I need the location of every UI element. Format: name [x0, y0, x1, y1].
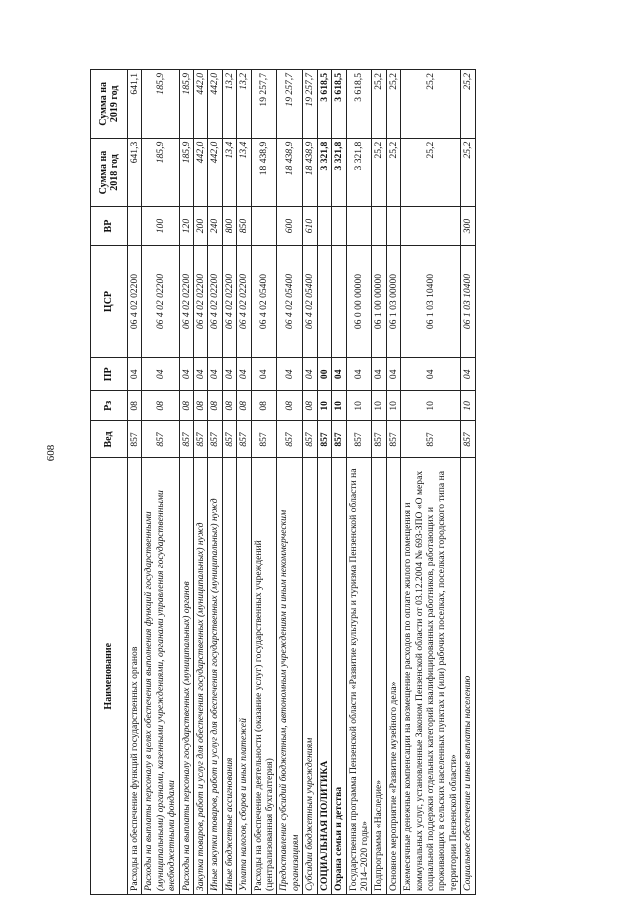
cell-rz: 08 — [237, 391, 251, 421]
table-row — [401, 70, 461, 895]
cell-name: Расходы на выплаты персоналу в целях обеспечения выполнения функций государственными (муниципальными) органами, казенными учреждениями, органами управления государственными внебюджетными фондами — [142, 458, 179, 895]
cell-csr: 06 1 03 10400 — [461, 245, 475, 358]
cell-vr — [386, 207, 400, 245]
table-body — [128, 70, 476, 895]
cell-pr: 04 — [208, 358, 222, 391]
cell-vr: 200 — [194, 207, 208, 245]
cell-vr — [401, 207, 461, 245]
cell-sum-2018: 18 438,9 — [277, 138, 303, 207]
cell-sum-2019: 19 257,7 — [251, 70, 277, 139]
cell-ved: 857 — [142, 421, 179, 458]
table-row — [179, 70, 193, 895]
cell-pr: 04 — [303, 358, 317, 391]
cell-sum-2019: 3 618,5 — [332, 70, 346, 139]
col-header-rz: Рз — [91, 391, 128, 421]
rotated-table-container — [90, 69, 610, 895]
cell-pr: 04 — [179, 358, 193, 391]
col-header-ved: Вед — [91, 421, 128, 458]
cell-csr: 06 4 02 05400 — [251, 245, 277, 358]
cell-name: Уплата налогов, сборов и иных платежей — [237, 458, 251, 895]
cell-csr: 06 4 02 02200 — [128, 245, 142, 358]
cell-csr: 06 1 03 00000 — [386, 245, 400, 358]
cell-sum-2019: 13,2 — [237, 70, 251, 139]
page-number: 608 — [45, 444, 57, 462]
cell-sum-2018: 13,4 — [222, 138, 236, 207]
cell-ved: 857 — [317, 421, 331, 458]
cell-vr: 120 — [179, 207, 193, 245]
table-row — [461, 70, 475, 895]
cell-sum-2019: 25,2 — [401, 70, 461, 139]
cell-name: Охрана семьи и детства — [332, 458, 346, 895]
cell-csr — [332, 245, 346, 358]
cell-name: Закупка товаров, работ и услуг для обеспечения государственных (муниципальных) нужд — [194, 458, 208, 895]
cell-rz: 10 — [372, 391, 386, 421]
cell-sum-2018: 25,2 — [372, 138, 386, 207]
table-row — [332, 70, 346, 895]
cell-sum-2018: 3 321,8 — [332, 138, 346, 207]
cell-sum-2019: 185,9 — [142, 70, 179, 139]
cell-sum-2019: 19 257,7 — [277, 70, 303, 139]
cell-sum-2018: 185,9 — [179, 138, 193, 207]
cell-sum-2019: 442,0 — [194, 70, 208, 139]
cell-ved: 857 — [372, 421, 386, 458]
cell-vr: 850 — [237, 207, 251, 245]
cell-sum-2019: 3 618,5 — [317, 70, 331, 139]
budget-table — [90, 69, 476, 895]
cell-ved: 857 — [332, 421, 346, 458]
cell-ved: 857 — [128, 421, 142, 458]
cell-name: Основное мероприятие «Развитие музейного дела» — [386, 458, 400, 895]
cell-vr — [251, 207, 277, 245]
cell-csr: 06 4 02 02200 — [208, 245, 222, 358]
cell-sum-2018: 3 321,8 — [346, 138, 372, 207]
cell-pr: 00 — [317, 358, 331, 391]
cell-ved: 857 — [386, 421, 400, 458]
table-row — [372, 70, 386, 895]
cell-sum-2018: 3 321,8 — [317, 138, 331, 207]
cell-rz: 08 — [277, 391, 303, 421]
cell-pr: 04 — [346, 358, 372, 391]
cell-ved: 857 — [251, 421, 277, 458]
cell-name: Субсидии бюджетным учреждениям — [303, 458, 317, 895]
cell-rz: 08 — [142, 391, 179, 421]
cell-vr: 100 — [142, 207, 179, 245]
cell-csr: 06 4 02 02200 — [142, 245, 179, 358]
cell-pr: 04 — [372, 358, 386, 391]
cell-pr: 04 — [142, 358, 179, 391]
col-header-sum-2019: Сумма на 2019 год — [91, 70, 128, 139]
cell-name: Иные бюджетные ассигнования — [222, 458, 236, 895]
table-row — [317, 70, 331, 895]
cell-ved: 857 — [303, 421, 317, 458]
col-header-sum-2018: Сумма на 2018 год — [91, 138, 128, 207]
cell-sum-2018: 18 438,9 — [251, 138, 277, 207]
col-header-vr: ВР — [91, 207, 128, 245]
cell-name: Иные закупки товаров, работ и услуг для обеспечения государственных (муниципальных) нужд — [208, 458, 222, 895]
table-row — [222, 70, 236, 895]
cell-csr: 06 4 02 05400 — [277, 245, 303, 358]
cell-pr: 04 — [222, 358, 236, 391]
cell-ved: 857 — [208, 421, 222, 458]
cell-vr — [346, 207, 372, 245]
cell-name: Расходы на обеспечение функций государственных органов — [128, 458, 142, 895]
cell-csr: 06 4 02 02200 — [194, 245, 208, 358]
cell-sum-2019: 13,2 — [222, 70, 236, 139]
cell-sum-2019: 19 257,7 — [303, 70, 317, 139]
cell-vr: 300 — [461, 207, 475, 245]
cell-name: Социальное обеспечение и иные выплаты населению — [461, 458, 475, 895]
cell-sum-2019: 185,9 — [179, 70, 193, 139]
table-row — [194, 70, 208, 895]
cell-rz: 10 — [401, 391, 461, 421]
cell-name: Расходы на обеспечение деятельности (оказание услуг) государственных учреждений (централизованная бухгалтерия) — [251, 458, 277, 895]
cell-vr: 800 — [222, 207, 236, 245]
cell-sum-2019: 25,2 — [372, 70, 386, 139]
cell-sum-2018: 185,9 — [142, 138, 179, 207]
cell-csr: 06 1 00 00000 — [372, 245, 386, 358]
cell-rz: 08 — [179, 391, 193, 421]
cell-csr: 06 1 03 10400 — [401, 245, 461, 358]
table-row — [277, 70, 303, 895]
table-row — [128, 70, 142, 895]
cell-ved: 857 — [222, 421, 236, 458]
cell-vr: 600 — [277, 207, 303, 245]
cell-pr: 04 — [461, 358, 475, 391]
cell-pr: 04 — [332, 358, 346, 391]
table-row — [142, 70, 179, 895]
cell-rz: 10 — [461, 391, 475, 421]
cell-csr: 06 4 02 02200 — [222, 245, 236, 358]
cell-pr: 04 — [194, 358, 208, 391]
cell-pr: 04 — [277, 358, 303, 391]
cell-pr: 04 — [128, 358, 142, 391]
cell-vr — [128, 207, 142, 245]
cell-sum-2018: 18 438,9 — [303, 138, 317, 207]
cell-pr: 04 — [251, 358, 277, 391]
cell-sum-2018: 442,0 — [194, 138, 208, 207]
cell-ved: 857 — [277, 421, 303, 458]
cell-ved: 857 — [237, 421, 251, 458]
cell-name: Подпрограмма «Наследие» — [372, 458, 386, 895]
cell-rz: 08 — [128, 391, 142, 421]
cell-ved: 857 — [179, 421, 193, 458]
cell-vr — [372, 207, 386, 245]
cell-pr: 04 — [401, 358, 461, 391]
table-row — [346, 70, 372, 895]
header-row — [91, 70, 128, 895]
cell-name: Расходы на выплаты персоналу государственных (муниципальных) органов — [179, 458, 193, 895]
col-header-csr: ЦСР — [91, 245, 128, 358]
cell-csr: 06 4 02 02200 — [179, 245, 193, 358]
cell-vr — [332, 207, 346, 245]
cell-vr: 610 — [303, 207, 317, 245]
cell-ved: 857 — [461, 421, 475, 458]
cell-sum-2019: 442,0 — [208, 70, 222, 139]
cell-rz: 08 — [194, 391, 208, 421]
cell-csr — [317, 245, 331, 358]
cell-csr: 06 4 02 05400 — [303, 245, 317, 358]
col-header-name: Наименование — [91, 458, 128, 895]
cell-pr: 04 — [386, 358, 400, 391]
cell-sum-2018: 25,2 — [401, 138, 461, 207]
cell-sum-2018: 25,2 — [386, 138, 400, 207]
table-row — [208, 70, 222, 895]
cell-rz: 08 — [251, 391, 277, 421]
table-row — [303, 70, 317, 895]
cell-rz: 10 — [346, 391, 372, 421]
cell-sum-2019: 3 618,5 — [346, 70, 372, 139]
cell-name: Предоставление субсидий бюджетным, автономным учреждениям и иным некоммерческим организациям — [277, 458, 303, 895]
col-header-pr: ПР — [91, 358, 128, 391]
table-row — [251, 70, 277, 895]
cell-sum-2019: 25,2 — [386, 70, 400, 139]
cell-name: СОЦИАЛЬНАЯ ПОЛИТИКА — [317, 458, 331, 895]
cell-rz: 10 — [317, 391, 331, 421]
cell-vr: 240 — [208, 207, 222, 245]
cell-name: Государственная программа Пензенской области «Развитие культуры и туризма Пензенской области на 2014–2020 годы» — [346, 458, 372, 895]
cell-sum-2019: 25,2 — [461, 70, 475, 139]
cell-rz: 10 — [332, 391, 346, 421]
cell-sum-2018: 13,4 — [237, 138, 251, 207]
cell-ved: 857 — [401, 421, 461, 458]
cell-ved: 857 — [346, 421, 372, 458]
cell-sum-2018: 442,0 — [208, 138, 222, 207]
cell-pr: 04 — [237, 358, 251, 391]
cell-sum-2018: 25,2 — [461, 138, 475, 207]
cell-csr: 06 0 00 00000 — [346, 245, 372, 358]
cell-ved: 857 — [194, 421, 208, 458]
cell-rz: 08 — [222, 391, 236, 421]
table-row — [237, 70, 251, 895]
cell-name: Ежемесячные денежные компенсации на возмещение расходов по оплате жилого помещения и коммунальных услуг, установленные Законом Пензенской области от 03.12.2004 № 693-ЗПО «О мерах социальной поддержки отдельных категорий квалифицированных работников, работающих и проживающих в сельских населенных пунктах и (или) рабочих поселках, поселках городского типа на территории Пензенской области» — [401, 458, 461, 895]
cell-rz: 08 — [208, 391, 222, 421]
cell-csr: 06 4 02 02200 — [237, 245, 251, 358]
cell-sum-2019: 641,1 — [128, 70, 142, 139]
cell-rz: 08 — [303, 391, 317, 421]
cell-rz: 10 — [386, 391, 400, 421]
cell-vr — [317, 207, 331, 245]
cell-sum-2018: 641,3 — [128, 138, 142, 207]
table-row — [386, 70, 400, 895]
